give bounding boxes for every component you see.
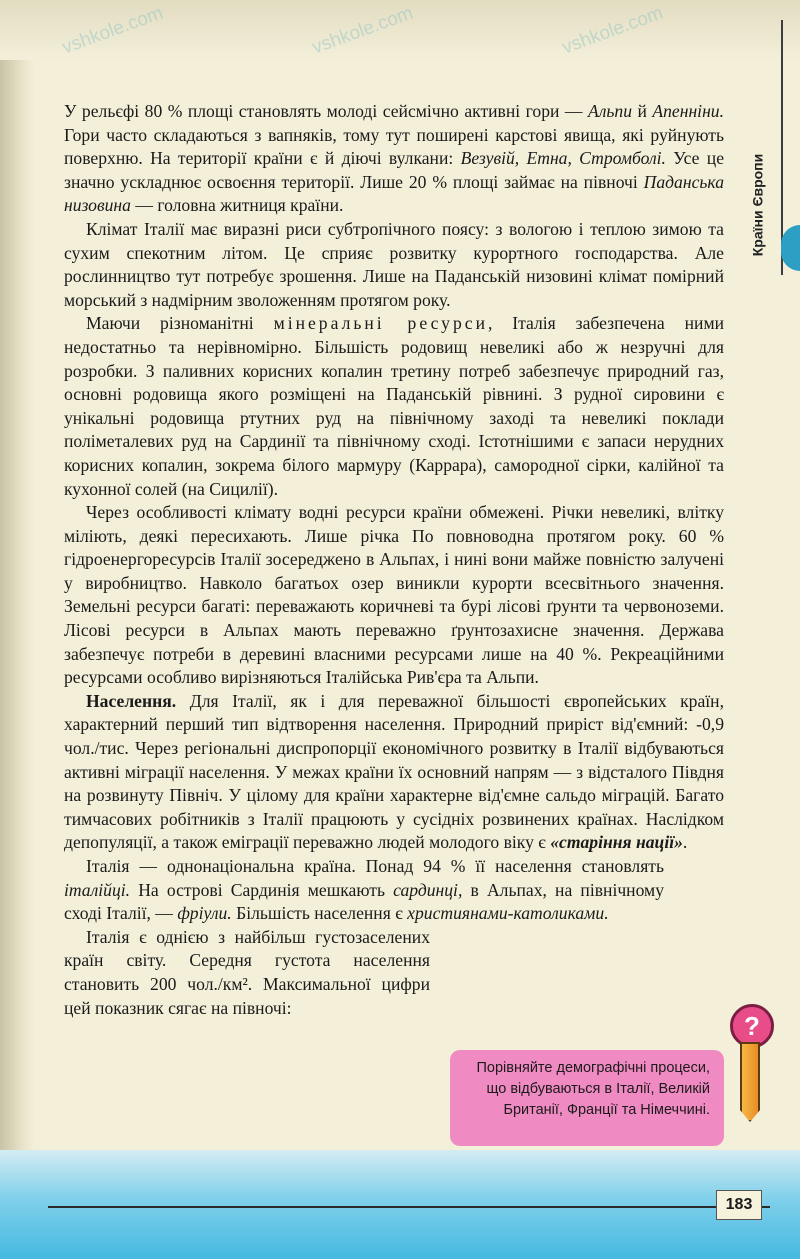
text-run: У рельєфі 80 % площі становлять молоді сейсмічно активні гори — [64,101,588,121]
emphasis-term: сардинці, [393,879,463,900]
text-run: Італія — однонаціональна країна. Понад 94 % її населення становлять [86,856,664,876]
section-tab [738,130,776,280]
emphasis-term: Везувій, Етна, Стромболі. [460,148,666,169]
watermark: vshkole.com [309,2,416,59]
pencil-icon [740,1042,760,1122]
question-icon: ? [730,1004,774,1048]
text-run: Більшість населення є [231,903,408,924]
page-number: 183 [716,1190,762,1220]
text-run: На острові Сардинія мешкають [130,879,394,900]
bottom-band [0,1150,800,1259]
paragraph [64,100,724,218]
watermark: vshkole.com [559,2,666,59]
section-marker [781,225,800,271]
emphasis-term: християнами-католиками. [407,903,609,924]
paragraph [64,312,724,501]
task-callout-text: Порівняйте демографічні процеси, що відбуваються в Італії, Великій Британії, Франції та Німеччині. [476,1060,710,1118]
emphasis-term: фріули. [177,903,232,924]
text-run: , Італія забезпечена ними недостатньо та нерівномірно. Більшість родовищ невеликі або ж незручні для розробки. З паливних корисних копалин третину потреб забезпечує природний газ, основні родовища якого розміщені на Паданській рівнині. З рудної сировини є унікальні родовища ртутних руд на північному заході та невеликі поклади поліметалевих руд на Сардинії та північному сході. Істотнішими є запаси нерудних корисних копалин, зокрема білого мармуру (Каррара), самородної сірки, калійної та кухонної солей (на Сицилії). [64,313,724,499]
paragraph [64,855,664,926]
emphasis-term: Альпи [587,101,632,121]
paragraph [64,501,724,690]
body-text [64,100,724,1020]
text-run: Через особливості клімату водні ресурси країни обмежені. Річки невеликі, влітку міліють, деякі пересихають. Лише річка По повноводна протягом року. 60 % гідроенергоресурсів Італії зосереджено в Альпах, і нині вони майже повністю залучені у виробництво. Навколо багатьох озер виникли курорти всесвітнього значення. Земельні ресурси багаті: переважають коричневі та бурі лісові ґрунти та червоноземи. Лісові ресурси в Альпах мають переважно ґрунтозахисне значення. Держава забезпечує потреби в деревині власними ресурсами лише на 40 %. Рекреаційними ресурсами особливо вирізняються Італійська Рив'єра та Альпи. [64,502,724,688]
paragraph [64,690,724,855]
text-run: в Альпах, на північному сході Італії, — [64,879,664,924]
watermark: vshkole.com [59,2,166,59]
task-callout [450,1050,724,1146]
text-run: Усе це значно ускладнює освоєння території. Лише 20 % площі займає на півночі [64,148,725,192]
emphasis-term: Апенніни. [652,101,724,121]
text-run: й [632,101,653,121]
bottom-rule [48,1206,770,1208]
text-run: Клімат Італії має виразні риси субтропічного поясу: з вологою і теплою зимою та сухим спекотним літом. Це сприяє розвитку курортного господарства. Але рослинництво тут потребує зрошення. Лише на Паданській низовині клімат помірний морський з надмірним зволоженням протягом року. [64,218,724,310]
emphasis-term: італійці. [64,879,131,900]
text-run: — головна житниця країни. [130,195,344,216]
text-run: Гори часто складаються з вапняків, тому тут поширені карстові явища, які руйнують поверхню. На території країни є й діючі вулкани: [64,124,724,169]
emphasis-term: Паданська низовина [64,171,724,216]
text-run: Для Італії, як і для переважної більшості європейських країн, характерний перший тип відтворення населення. Природний приріст від'ємний: -0,9 чол./тис. Через регіональні диспропорції економічного розвитку в Італії відбуваються активні міграції населення. У межах країни їх основний напрям — з відсталого Півдня на розвинуту Північ. У цілому для країни характерне від'ємне сальдо міграцій. Багато тимчасових робітників з Італії працюють у сусідніх розвинених країнах. Наслідком депопуляції, а також еміграції переважно людей молодого віку є [64,690,724,853]
emphasis-term: «старіння нації» [550,832,683,853]
spaced-term: мінеральні ресурси [273,313,488,334]
bold-term: Населення. [86,690,177,711]
text-run: . [682,832,688,853]
section-tab-label: Країни Європи [749,153,766,257]
paragraph [64,218,724,312]
page-fold-shadow [0,0,34,1259]
text-run: Італія є однією з найбільш густозаселених країн світу. Середня густота населення становить 200 чол./км². Максимальної цифри цей показник сягає на півночі: [64,926,430,1018]
paragraph [64,926,430,1020]
text-run: Маючи різноманітні [86,313,274,334]
